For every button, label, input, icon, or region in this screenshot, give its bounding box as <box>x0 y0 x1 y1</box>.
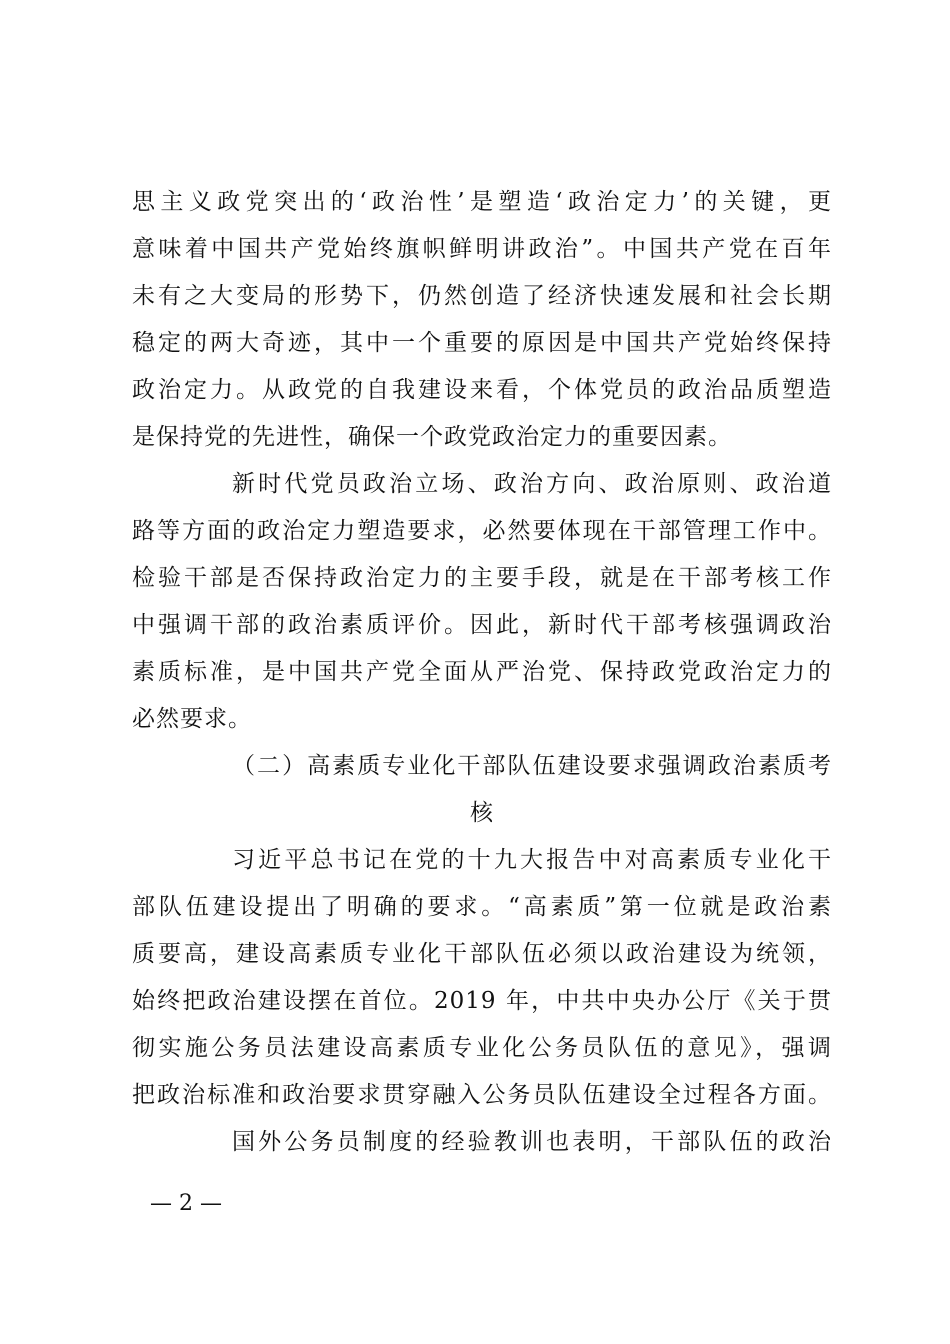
text-line: 检验干部是否保持政治定力的主要手段，就是在干部考核工作 <box>132 565 832 591</box>
text-line: 质要高，建设高素质专业化干部队伍必须以政治建设为统领， <box>132 941 832 967</box>
text-line: 素质标准，是中国共产党全面从严治党、保持政党政治定力的 <box>132 659 832 685</box>
paragraph-first-line: 国外公务员制度的经验教训也表明，干部队伍的政治 <box>232 1129 832 1155</box>
text-line: 思主义政党突出的‘政治性’是塑造‘政治定力’的关键，更 <box>132 189 832 215</box>
text-line: 路等方面的政治定力塑造要求，必然要体现在干部管理工作中。 <box>132 518 832 544</box>
paragraph-first-line: 新时代党员政治立场、政治方向、政治原则、政治道 <box>232 471 832 497</box>
text-line: 必然要求。 <box>132 706 252 732</box>
text-line: 政治定力。从政党的自我建设来看，个体党员的政治品质塑造 <box>132 377 832 403</box>
section-heading: （二）高素质专业化干部队伍建设要求强调政治素质考 <box>232 753 832 779</box>
paragraph-first-line: 习近平总书记在党的十九大报告中对高素质专业化干 <box>232 847 832 873</box>
page-number: — 2 — <box>150 1191 222 1216</box>
text-line: 是保持党的先进性，确保一个政党政治定力的重要因素。 <box>132 424 732 450</box>
text-line: 稳定的两大奇迹，其中一个重要的原因是中国共产党始终保持 <box>132 330 832 356</box>
text-line: 把政治标准和政治要求贯穿融入公务员队伍建设全过程各方面。 <box>132 1082 832 1108</box>
text-line: 始终把政治建设摆在首位。2019 年，中共中央办公厅《关于贯 <box>132 988 832 1014</box>
section-heading-continuation: 核 <box>470 800 494 826</box>
text-line: 未有之大变局的形势下，仍然创造了经济快速发展和社会长期 <box>132 283 832 309</box>
text-line: 部队伍建设提出了明确的要求。“高素质”第一位就是政治素 <box>132 894 832 920</box>
text-line: 中强调干部的政治素质评价。因此，新时代干部考核强调政治 <box>132 612 832 638</box>
text-line: 意味着中国共产党始终旗帜鲜明讲政治”。中国共产党在百年 <box>132 236 832 262</box>
text-line: 彻实施公务员法建设高素质专业化公务员队伍的意见》，强调 <box>132 1035 832 1061</box>
